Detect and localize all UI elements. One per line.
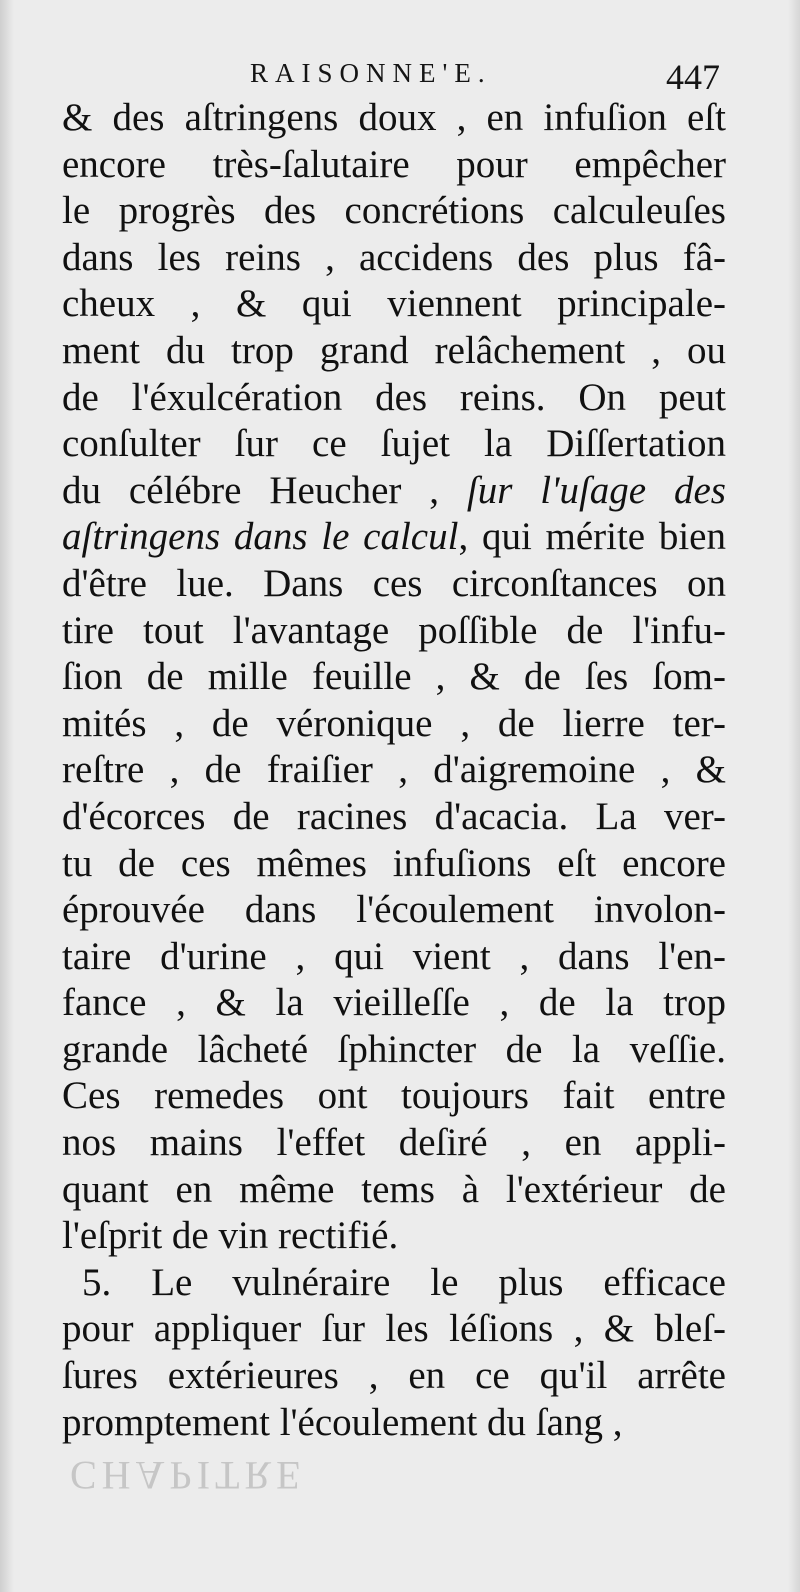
page-edge-right	[788, 0, 800, 1592]
text-line: promptement l'écoulement du ſang ,	[62, 1400, 623, 1444]
text-line: fance , & la vieilleſſe , de la trop	[62, 981, 726, 1025]
text-line: mités , de véronique , de lierre ter-	[62, 701, 726, 745]
text-line: & des aſtringens doux , en infuſion eſt	[62, 96, 726, 139]
bleed-through-text: CHAPITRE	[70, 1453, 306, 1498]
text-line: tire tout l'avantage poſſible de l'infu-	[62, 608, 726, 652]
text-line: pour appliquer ſur les léſions , & bleſ-	[62, 1307, 726, 1351]
text-line: nos mains l'effet deſiré , en appli-	[62, 1121, 726, 1165]
page-edge-left	[0, 0, 14, 1592]
running-head: RAISONNE'E.	[250, 58, 492, 88]
text-line: taire d'urine , qui vient , dans l'en-	[62, 934, 726, 978]
text-line: ment du trop grand relâchement , ou	[62, 328, 726, 372]
text-line: tu de ces mêmes infuſions eſt encore	[62, 841, 726, 885]
body-text	[62, 95, 726, 1446]
text-line: reſtre , de fraiſier , d'aigremoine , &	[62, 748, 726, 792]
text-line: conſulter ſur ce ſujet la Diſſertation	[62, 422, 726, 466]
page-header	[62, 56, 720, 96]
text-line: éprouvée dans l'écoulement involon-	[62, 888, 726, 932]
text-line	[62, 514, 726, 561]
line-segment: , qui mérite bien	[458, 515, 726, 559]
text-line: 5. Le vulnéraire le plus efficace	[82, 1260, 726, 1304]
line-segment: du célébre Heucher ,	[62, 468, 467, 512]
text-line: d'écorces de racines d'acacia. La ver-	[62, 794, 726, 838]
text-line: quant en même tems à l'extérieur de	[62, 1167, 726, 1211]
text-line: grande lâcheté ſphincter de la veſſie.	[62, 1027, 726, 1071]
text-line: dans les reins , accidens des plus fâ-	[62, 235, 726, 279]
text-line: d'être lue. Dans ces circonſtances on	[62, 561, 726, 605]
page-number: 447	[666, 57, 720, 97]
text-line: de l'éxulcération des reins. On peut	[62, 375, 726, 419]
italic-title-text: ſur l'uſage des	[466, 468, 726, 512]
text-line: cheux , & qui viennent principale-	[62, 282, 726, 326]
text-line: encore très-ſalutaire pour empêcher	[62, 142, 726, 186]
text-line: Ces remedes ont toujours fait entre	[62, 1074, 726, 1118]
text-line	[62, 468, 726, 515]
text-line: ſures extérieures , en ce qu'il arrête	[62, 1354, 726, 1398]
text-line: le progrès des concrétions calculeuſes	[62, 189, 726, 233]
text-line: l'eſprit de vin rectifié.	[62, 1214, 399, 1258]
text-line: ſion de mille feuille , & de ſes ſom-	[62, 655, 726, 699]
italic-title-text: aſtringens dans le calcul	[62, 515, 459, 559]
